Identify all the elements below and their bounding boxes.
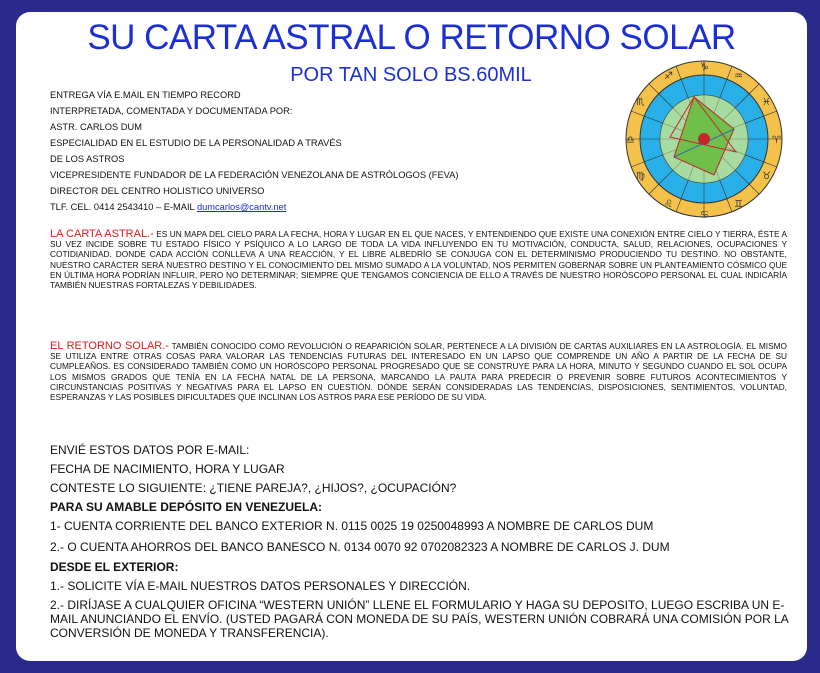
intro-line: DE LOS ASTROS bbox=[50, 154, 125, 164]
svg-text:♈: ♈ bbox=[772, 135, 781, 146]
page-subtitle: POR TAN SOLO BS.60MIL bbox=[290, 64, 532, 86]
intro-block bbox=[50, 87, 570, 215]
svg-text:♌: ♌ bbox=[664, 199, 673, 210]
flyer-card bbox=[16, 12, 807, 661]
intro-line: DIRECTOR DEL CENTRO HOLISTICO UNIVERSO bbox=[50, 186, 265, 196]
svg-text:♎: ♎ bbox=[626, 135, 635, 146]
carta-astral-heading: LA CARTA ASTRAL.- bbox=[50, 228, 154, 240]
svg-text:♓: ♓ bbox=[762, 97, 771, 108]
retorno-solar-body: TAMBIÉN CONOCIDO COMO REVOLUCIÓN O REAPARICIÓN SOLAR, PERTENECE A LA DIVISIÓN DE CARTAS AUXILIARES EN LA ASTROLOGÍA. EL MISMO SE UTILIZA ENTRE OTRAS COSAS PARA VALORAR LAS TENDENCIAS FUTURAS DEL INTERESADO EN UN LAPSO QUE COMPRENDE UN AÑO A PARTIR DE LA FECHA DE SU CUMPLEAÑOS. ES CONSIDERADO TAMBIÉN COMO UN HORÓSCOPO PERSONAL PROGRESADO QUE SE CONSTRUYE PARA LA HORA, MINUTO Y SEGUNDO CUANDO EL SOL OCUPA LOS MISMOS GRADOS QUE TENÍA EN LA FECHA NATAL DE LA PERSONA, MARCANDO LA PAUTA PARA PREDECIR O PREVENIR SOBRE FUTUROS ACONTECIMIENTOS Y CIRCUNSTANCIAS POSITIVAS Y NEGATIVAS PARA EL LAPSO EN CUESTIÓN. DÓNDE SERÁN CONSIDERADAS LAS TENDENCIAS, DISPOSICIONES, SENTIMIENTOS, VOLUNTAD, ESPERANZAS Y LAS POSIBLES DIFICULTADES QUE INCLINAN LOS ASTROS PARA ESE PERÍODO DE SU VIDA. bbox=[50, 341, 787, 403]
svg-text:♒: ♒ bbox=[734, 71, 743, 82]
carta-astral-paragraph bbox=[50, 229, 787, 290]
account-line: 1- CUENTA CORRIENTE DEL BANCO EXTERIOR N. 0115 0025 19 0250048993 A NOMBRE DE CARLOS DUM bbox=[50, 519, 654, 533]
retorno-solar-heading: EL RETORNO SOLAR.- bbox=[50, 340, 169, 352]
intro-line: ESPECIALIDAD EN EL ESTUDIO DE LA PERSONALIDAD A TRAVÉS bbox=[50, 138, 342, 148]
questions-line: CONTESTE LO SIGUIENTE: ¿TIENE PAREJA?, ¿HIJOS?, ¿OCUPACIÓN? bbox=[50, 481, 457, 495]
svg-text:♍: ♍ bbox=[636, 171, 645, 182]
astrological-wheel-icon bbox=[604, 57, 804, 222]
contact-phone: TLF. CEL. 0414 2543410 – E-MAIL bbox=[50, 202, 197, 212]
intro-line: VICEPRESIDENTE FUNDADOR DE LA FEDERACIÓN VENEZOLANA DE ASTRÓLOGOS (FEVA) bbox=[50, 170, 459, 180]
send-data-line: ENVIÉ ESTOS DATOS POR E-MAIL: bbox=[50, 443, 250, 457]
account-line: 2.- O CUENTA AHORROS DEL BANCO BANESCO N. 0134 0070 92 0702082323 A NOMBRE DE CARLOS J. DUM bbox=[50, 540, 670, 554]
abroad-step: 1.- SOLICITE VÍA E-MAIL NUESTROS DATOS PERSONALES Y DIRECCIÓN. bbox=[50, 579, 471, 593]
svg-text:♏: ♏ bbox=[636, 97, 645, 108]
carta-astral-body: ES UN MAPA DEL CIELO PARA LA FECHA, HORA Y LUGAR EN EL QUE NACES, Y ENTENDIENDO QUE EXISTE UNA CONEXIÓN ENTRE CIELO Y TIERRA, ÉSTE A SU VEZ INCIDE SOBRE TU ESTADO FÍSICO Y PSÍQUICO A LO LARGO DE TODA LA VIDA INFLUYENDO EN TU MOTIVACIÓN, CONDUCTA, SALUD, RELACIONES, OCUPACIONES Y COTIDIANIDAD. DONDE CADA ACCIÓN CONLLEVA A UNA REACCIÓN, Y EL LIBRE ALBEDRÍO SE CONJUGA CON EL DETERMINISMO PRODUCIENDO TU DESTINO. NO OBSTANTE, NUESTRO CARÁCTER SERÁ NUESTRO DESTINO Y EL CONOCIMIENTO DEL MISMO SUMADO A LA VOLUNTAD, NOS PERMITEN GOBERNAR SOBRE UN PLANTEAMIENTO CÓSMICO QUE EN ÚLTIMA HORA PODRÍAN INFLUIR, PERO NO DETERMINAR; SIEMPRE QUE TENGAMOS CONCIENCIA DE ELLO A TRAVÉS DE NUESTRO HORÓSCOPO PERSONAL EL CUAL INDICARÍA TAMBIÉN NUESTRAS FORTALEZAS Y DEBILIDADES. bbox=[50, 229, 787, 291]
intro-line: INTERPRETADA, COMENTADA Y DOCUMENTADA POR: bbox=[50, 106, 293, 116]
svg-text:♐: ♐ bbox=[664, 71, 673, 82]
instructions-block bbox=[50, 443, 790, 640]
intro-line: ASTR. CARLOS DUM bbox=[50, 122, 142, 132]
page-title: SU CARTA ASTRAL O RETORNO SOLAR bbox=[87, 18, 736, 57]
retorno-solar-paragraph bbox=[50, 341, 787, 402]
birth-data-line: FECHA DE NACIMIENTO, HORA Y LUGAR bbox=[50, 462, 285, 476]
contact-line bbox=[50, 199, 570, 215]
svg-text:♊: ♊ bbox=[734, 199, 743, 210]
deposit-heading: PARA SU AMABLE DEPÓSITO EN VENEZUELA: bbox=[50, 500, 323, 514]
abroad-heading: DESDE EL EXTERIOR: bbox=[50, 560, 179, 574]
svg-text:♑: ♑ bbox=[700, 62, 709, 73]
abroad-step: 2.- DIRÍJASE A CUALQUIER OFICINA “WESTERN UNIÓN” LLENE EL FORMULARIO Y HAGA SU DEPOSITO, LUEGO ESCRIBA UN E-MAIL ANUNCIANDO EL ENVÍO. (USTED PAGARÁ CON MONEDA DE SU PAÍS, WESTERN UNIÓN COBRARÁ UNA COMISIÓN POR LA CONVERSIÓN DE MONEDA Y TRANSFERENCIA). bbox=[50, 598, 789, 640]
intro-line: ENTREGA VÍA E.MAIL EN TIEMPO RECORD bbox=[50, 90, 241, 100]
svg-text:♉: ♉ bbox=[762, 171, 771, 182]
svg-text:♋: ♋ bbox=[700, 210, 709, 221]
email-link[interactable]: dumcarlos@cantv.net bbox=[196, 202, 287, 212]
